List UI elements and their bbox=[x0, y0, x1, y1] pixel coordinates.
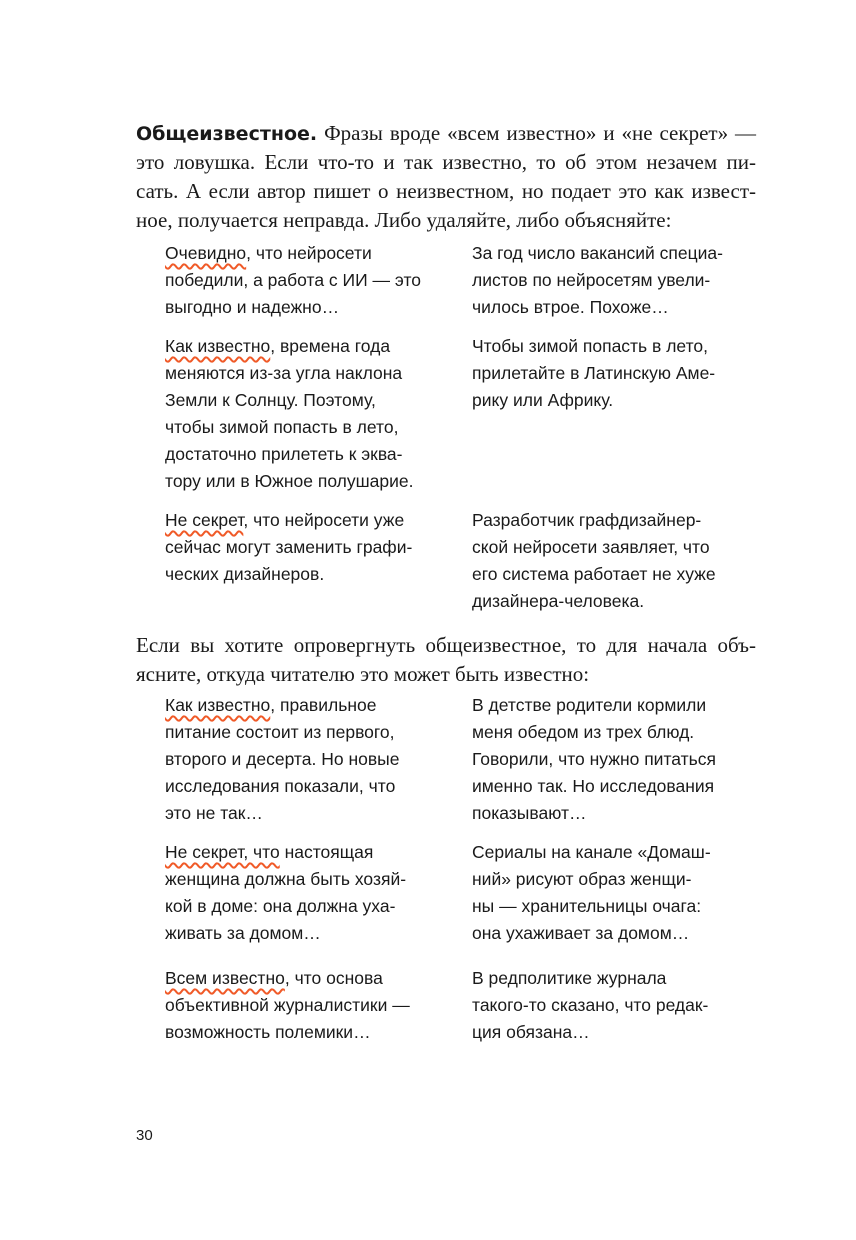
example-text: меня обедом из трех блюд. bbox=[472, 722, 695, 742]
example-line bbox=[472, 920, 711, 947]
example-text: достаточно прилететь к эква- bbox=[165, 444, 403, 464]
example-line bbox=[472, 746, 716, 773]
page-number: 30 bbox=[136, 1127, 153, 1144]
example-text: второго и десерта. Но новые bbox=[165, 749, 400, 769]
example-text: настоящая bbox=[279, 842, 374, 862]
example-text: Земли к Солнцу. Поэтому, bbox=[165, 390, 376, 410]
example-text: дизайнера-человека. bbox=[472, 591, 645, 611]
example-text: рику или Африку. bbox=[472, 390, 614, 410]
example-text: ний» рисуют образ женщи- bbox=[472, 869, 692, 889]
example-line bbox=[165, 414, 414, 441]
example-line bbox=[472, 240, 723, 267]
example-line bbox=[472, 893, 711, 920]
example-line bbox=[165, 692, 399, 719]
example-text: Разработчик графдизайнер- bbox=[472, 510, 702, 530]
example-text: , что основа bbox=[284, 968, 383, 988]
example-text: , что нейросети уже bbox=[243, 510, 405, 530]
example-line bbox=[165, 746, 399, 773]
example-line bbox=[472, 333, 715, 360]
example-line bbox=[165, 441, 414, 468]
example-line bbox=[472, 965, 708, 992]
example-line bbox=[472, 588, 716, 615]
example-text: женщина должна быть хозяй- bbox=[165, 869, 407, 889]
example-line bbox=[165, 866, 406, 893]
example-line bbox=[472, 267, 723, 294]
example-line bbox=[165, 468, 414, 495]
example-line bbox=[472, 534, 716, 561]
example-text: сейчас могут заменить графи- bbox=[165, 537, 413, 557]
example-line bbox=[472, 507, 716, 534]
example-text: тору или в Южное полушарие. bbox=[165, 471, 414, 491]
example-line bbox=[165, 773, 399, 800]
paragraph-line bbox=[136, 148, 756, 177]
example-line bbox=[165, 360, 414, 387]
example-text: листов по нейросетям увели- bbox=[472, 270, 711, 290]
example-text: Сериалы на канале «Домаш- bbox=[472, 842, 711, 862]
example-text: В детстве родители кормили bbox=[472, 695, 707, 715]
example-line bbox=[472, 561, 716, 588]
example-line bbox=[472, 387, 715, 414]
example-text: ческих дизайнеров. bbox=[165, 564, 325, 584]
example-line bbox=[165, 387, 414, 414]
example-text: его система работает не хуже bbox=[472, 564, 716, 584]
example-text: За год число вакансий специа- bbox=[472, 243, 723, 263]
example-line bbox=[472, 839, 711, 866]
example-text: , времена года bbox=[270, 336, 391, 356]
paragraph-line bbox=[136, 119, 756, 148]
example-line bbox=[472, 692, 716, 719]
example-line bbox=[165, 561, 412, 588]
paragraph-text: Фразы вроде «всем известно» и «не секрет» — bbox=[324, 121, 756, 145]
example-text: объективной журналистики — bbox=[165, 995, 410, 1015]
example-text: Чтобы зимой попасть в лето, bbox=[472, 336, 708, 356]
paragraph-text: ное, получается неправда. Либо удаляйте, либо объясняйте: bbox=[136, 208, 672, 232]
cliche-phrase: Очевидно bbox=[165, 243, 247, 263]
bad-example bbox=[165, 965, 410, 1046]
cliche-phrase: Как известно bbox=[165, 336, 271, 356]
example-line bbox=[472, 1019, 708, 1046]
example-line bbox=[165, 534, 412, 561]
cliche-phrase: Как известно bbox=[165, 695, 271, 715]
example-text: ны — хранительницы очага: bbox=[472, 896, 702, 916]
example-text: , что нейросети bbox=[246, 243, 372, 263]
bad-example bbox=[165, 240, 421, 321]
example-text: такого-то сказано, что редак- bbox=[472, 995, 709, 1015]
example-text: она ухаживает за домом… bbox=[472, 923, 690, 943]
example-text: ция обязана… bbox=[472, 1022, 590, 1042]
paragraph-line bbox=[136, 206, 756, 235]
example-text: выгодно и надежно… bbox=[165, 297, 340, 317]
example-text: Говорили, что нужно питаться bbox=[472, 749, 716, 769]
good-example bbox=[472, 839, 711, 947]
example-line bbox=[165, 839, 406, 866]
example-line bbox=[472, 866, 711, 893]
paragraph-text: ясните, откуда читателю это может быть известно: bbox=[136, 662, 590, 686]
example-line bbox=[472, 294, 723, 321]
example-line bbox=[165, 267, 421, 294]
bad-example bbox=[165, 692, 399, 827]
paragraph-text: это ловушка. Если что-то и так известно, то об этом незачем пи- bbox=[136, 150, 756, 174]
cliche-phrase: Не секрет, что bbox=[165, 842, 280, 862]
example-text: чтобы зимой попасть в лето, bbox=[165, 417, 399, 437]
example-line bbox=[165, 294, 421, 321]
example-text: живать за домом… bbox=[165, 923, 321, 943]
paragraph-text: сать. А если автор пишет о неизвестном, но подает это как извест- bbox=[136, 179, 756, 203]
bad-example bbox=[165, 333, 414, 495]
example-text: меняются из-за угла наклона bbox=[165, 363, 403, 383]
cliche-phrase: Не секрет bbox=[165, 510, 244, 530]
example-text: прилетайте в Латинскую Аме- bbox=[472, 363, 716, 383]
good-example bbox=[472, 965, 708, 1046]
example-text: возможность полемики… bbox=[165, 1022, 371, 1042]
example-line bbox=[165, 1019, 410, 1046]
example-line bbox=[165, 240, 421, 267]
example-text: именно так. Но исследования bbox=[472, 776, 715, 796]
example-line bbox=[165, 965, 410, 992]
good-example bbox=[472, 333, 715, 414]
example-line bbox=[165, 893, 406, 920]
paragraph-line bbox=[136, 660, 756, 689]
good-example bbox=[472, 240, 723, 321]
paragraph-text: Если вы хотите опровергнуть общеизвестное, то для начала объ- bbox=[136, 633, 756, 657]
example-text: В редполитике журнала bbox=[472, 968, 667, 988]
paragraph-line bbox=[136, 631, 756, 660]
example-line bbox=[165, 507, 412, 534]
example-line bbox=[472, 992, 708, 1019]
example-text: питание состоит из первого, bbox=[165, 722, 395, 742]
example-text: победили, а работа с ИИ — это bbox=[165, 270, 422, 290]
good-example bbox=[472, 507, 716, 615]
example-text: это не так… bbox=[165, 803, 263, 823]
example-line bbox=[472, 719, 716, 746]
example-line bbox=[165, 719, 399, 746]
section-heading: Общеизвестное. bbox=[136, 123, 318, 145]
example-text: , правильное bbox=[270, 695, 377, 715]
example-line bbox=[472, 773, 716, 800]
good-example bbox=[472, 692, 716, 827]
example-line bbox=[472, 360, 715, 387]
example-line bbox=[165, 333, 414, 360]
example-text: исследования показали, что bbox=[165, 776, 396, 796]
example-text: ской нейросети заявляет, что bbox=[472, 537, 710, 557]
example-line bbox=[165, 992, 410, 1019]
example-text: чилось втрое. Похоже… bbox=[472, 297, 669, 317]
bad-example bbox=[165, 839, 406, 947]
example-line bbox=[165, 920, 406, 947]
bad-example bbox=[165, 507, 412, 588]
paragraph-line bbox=[136, 177, 756, 206]
example-text: кой в доме: она должна уха- bbox=[165, 896, 396, 916]
cliche-phrase: Всем известно bbox=[165, 968, 285, 988]
example-line bbox=[472, 800, 716, 827]
example-text: показывают… bbox=[472, 803, 587, 823]
example-line bbox=[165, 800, 399, 827]
